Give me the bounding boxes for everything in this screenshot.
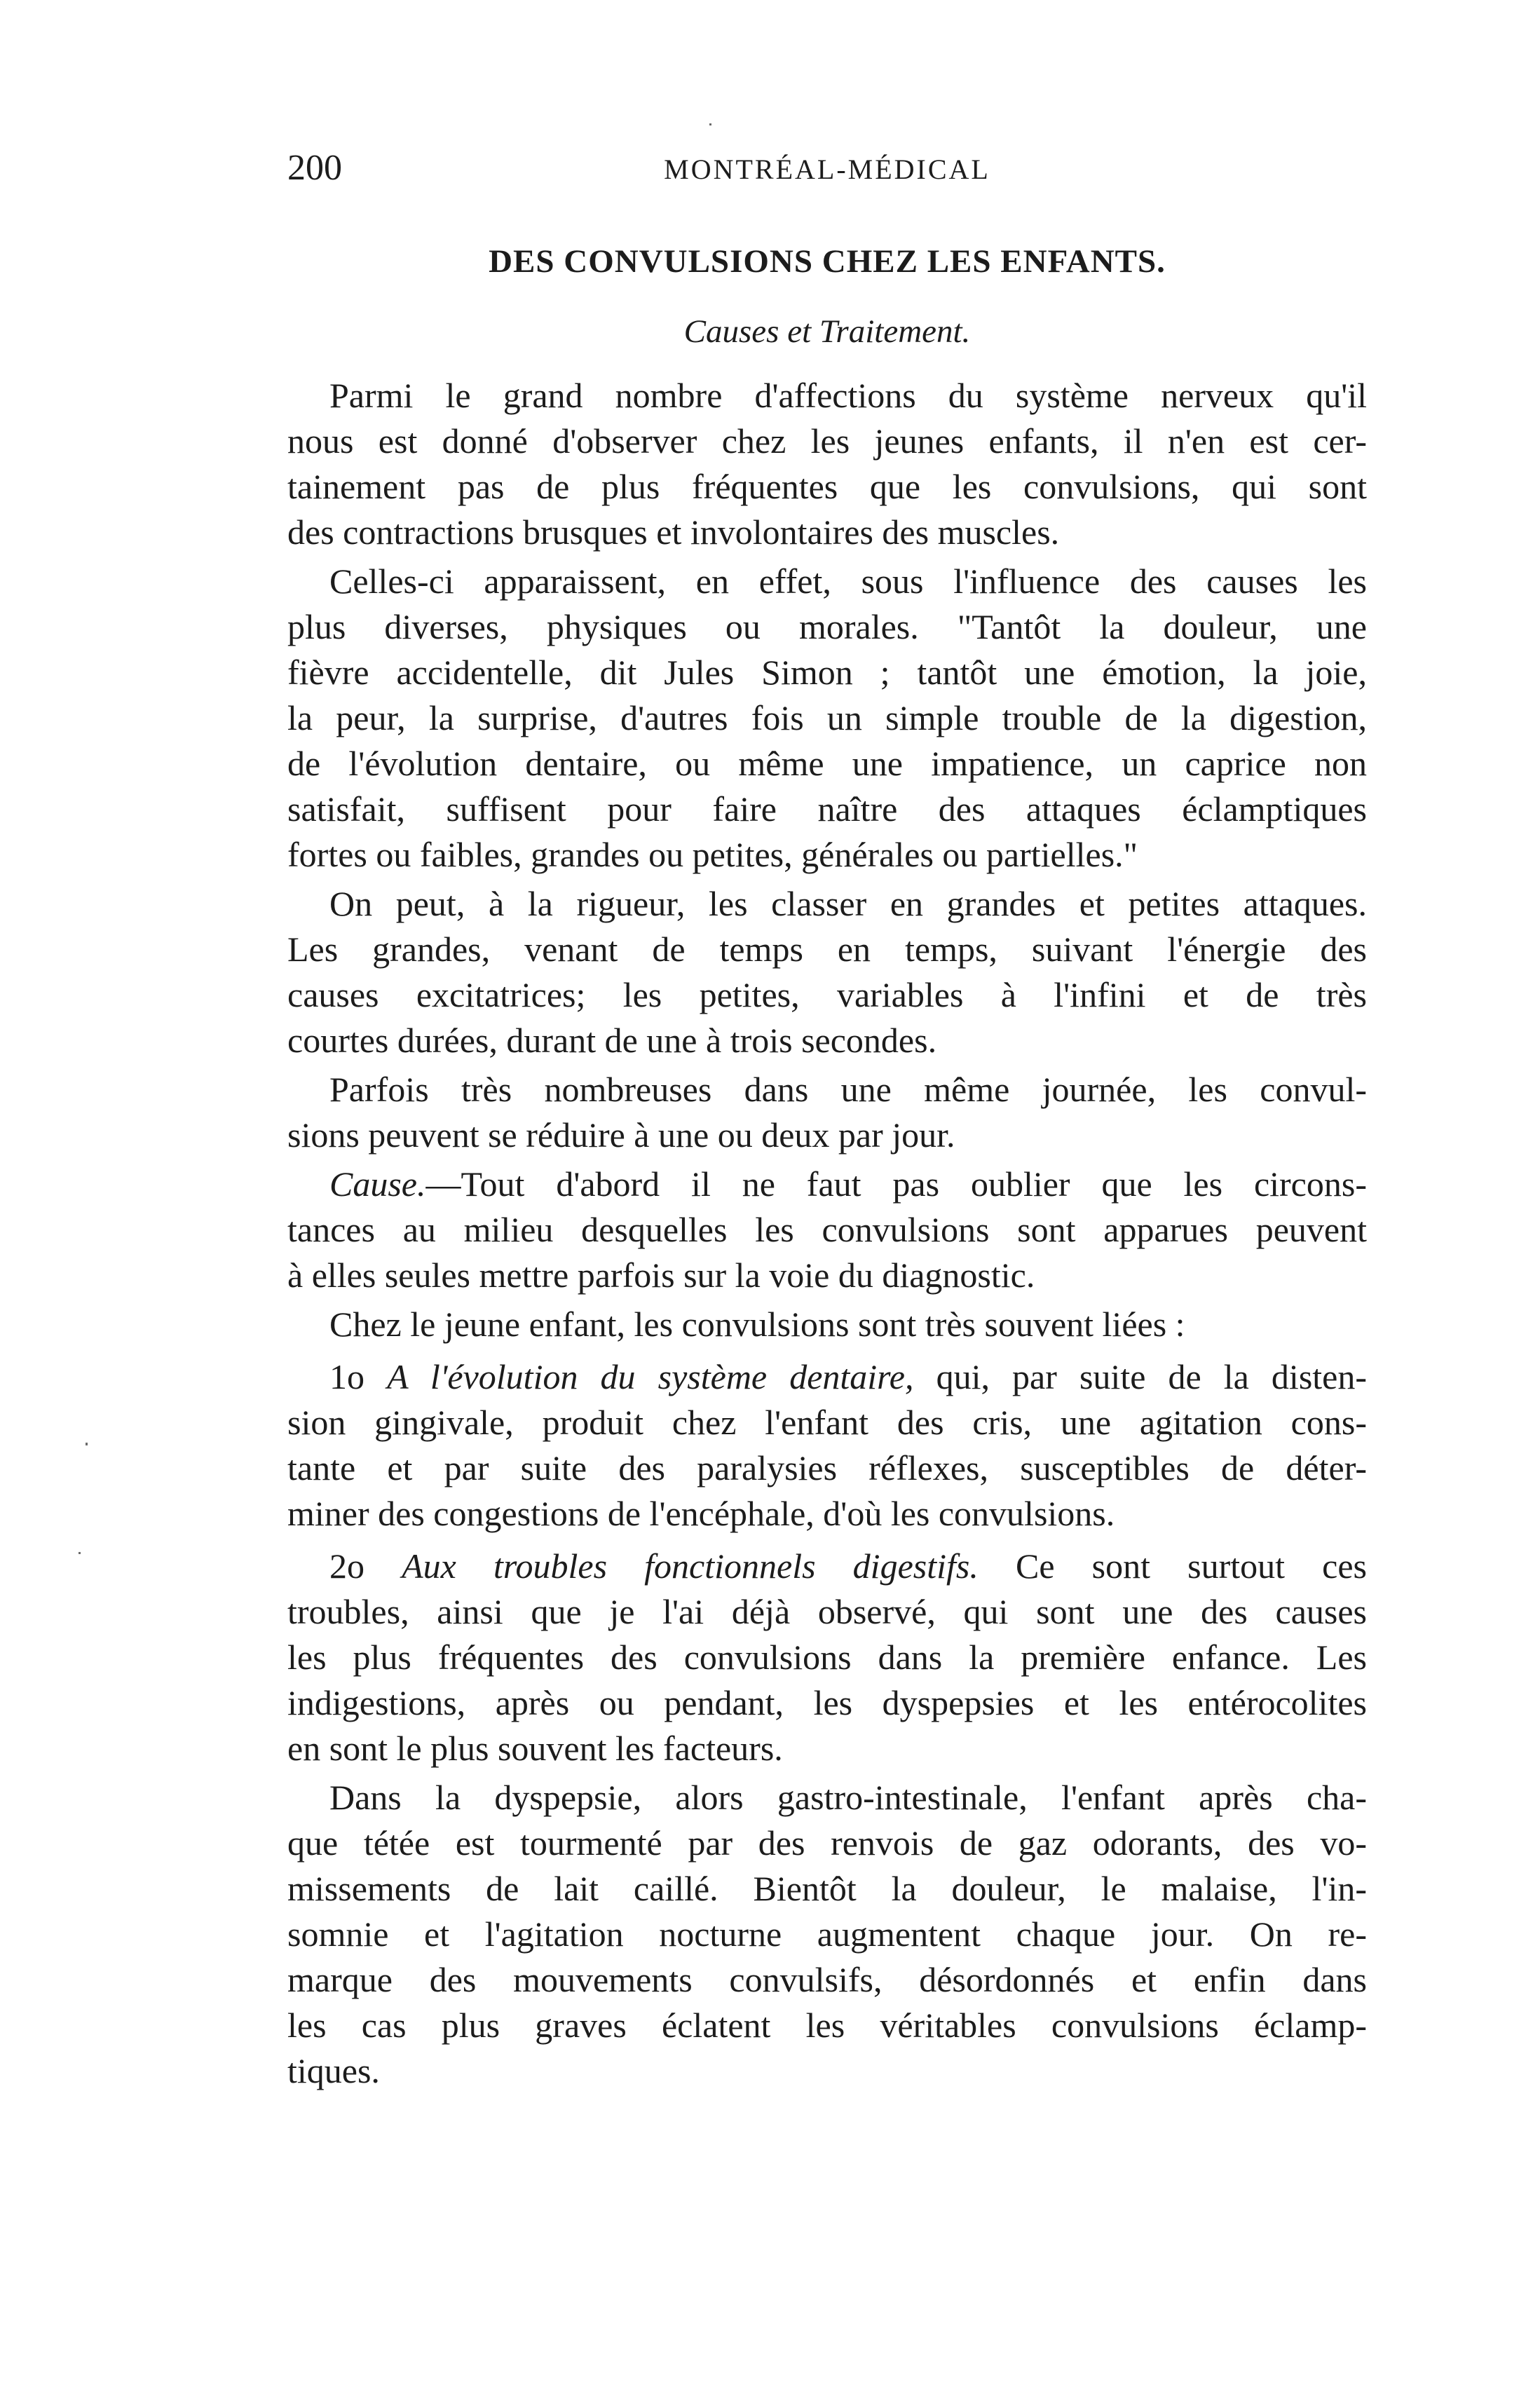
paragraph [287, 1162, 1367, 1298]
article-body [287, 373, 1367, 2097]
text-line: marque des mouvements convulsifs, désordonnés et enfin dans [287, 1960, 1367, 1999]
text-line: Chez le jeune enfant, les convulsions sont très souvent liées : [329, 1305, 1185, 1344]
paragraph [287, 881, 1367, 1063]
text-run: Ce sont surtout ces [978, 1546, 1367, 1586]
text-line: Parfois très nombreuses dans une même journée, les convul- [329, 1070, 1367, 1109]
text-line: sions peuvent se réduire à une ou deux par jour. [287, 1115, 955, 1155]
list-number: 1o [329, 1357, 364, 1396]
scan-speck [709, 123, 711, 125]
text-line [287, 1162, 1367, 1207]
text-line: Parmi le grand nombre d'affections du système nerveux qu'il [329, 376, 1367, 415]
text-line: de l'évolution dentaire, ou même une impatience, un caprice non [287, 744, 1367, 783]
text-line: indigestions, après ou pendant, les dyspepsies et les entérocolites [287, 1683, 1367, 1722]
text-run: qui, par suite de la disten- [913, 1357, 1367, 1396]
text-line: tiques. [287, 2051, 380, 2090]
text-line: courtes durées, durant de une à trois secondes. [287, 1021, 937, 1060]
text-line: en sont le plus souvent les facteurs. [287, 1729, 783, 1768]
text-line: satisfait, suffisent pour faire naître des attaques éclamptiques [287, 789, 1367, 829]
paragraph [287, 1775, 1367, 2094]
text-line: troubles, ainsi que je l'ai déjà observé, qui sont une des causes [287, 1592, 1367, 1631]
page-header [287, 144, 1367, 200]
text-line: tante et par suite des paralysies réflexes, susceptibles de déter- [287, 1448, 1367, 1488]
text-line: nous est donné d'observer chez les jeunes enfants, il n'en est cer- [287, 421, 1367, 461]
text-line: miner des congestions de l'encéphale, d'où les convulsions. [287, 1494, 1115, 1533]
list-number: 2o [329, 1546, 364, 1586]
text-line: sion gingivale, produit chez l'enfant des cris, une agitation cons- [287, 1403, 1367, 1442]
list-item [287, 1544, 1367, 1771]
text-line: tainement pas de plus fréquentes que les convulsions, qui sont [287, 467, 1367, 506]
italic-phrase: A l'évolution du système dentaire, [387, 1357, 914, 1396]
text-line: les cas plus graves éclatent les véritables convulsions éclamp- [287, 2006, 1367, 2045]
text-line: tances au milieu desquelles les convulsions sont apparues peuvent [287, 1210, 1367, 1249]
text-line [287, 1354, 1367, 1400]
text-line: Dans la dyspepsie, alors gastro-intestinale, l'enfant après cha- [329, 1778, 1367, 1817]
article-title: DES CONVULSIONS CHEZ LES ENFANTS. [489, 243, 1166, 280]
paragraph [287, 1067, 1367, 1158]
italic-phrase: Aux troubles fonctionnels digestifs. [402, 1546, 979, 1586]
text-line: des contractions brusques et involontaires des muscles. [287, 512, 1060, 552]
scan-speck [79, 1552, 81, 1554]
text-line: On peut, à la rigueur, les classer en grandes et petites attaques. [329, 884, 1367, 923]
text-line: Celles-ci apparaissent, en effet, sous l'influence des causes les [329, 561, 1367, 601]
section-lead: Cause. [329, 1164, 426, 1204]
text-line: fortes ou faibles, grandes ou petites, générales ou partielles." [287, 835, 1138, 874]
text-run: —Tout d'abord il ne faut pas oublier que les circons- [425, 1164, 1367, 1204]
text-line [287, 1544, 1367, 1589]
text-line: la peur, la surprise, d'autres fois un simple trouble de la digestion, [287, 698, 1367, 737]
paragraph [287, 1302, 1367, 1347]
running-head: MONTRÉAL-MÉDICAL [664, 154, 990, 185]
text-line: les plus fréquentes des convulsions dans la première enfance. Les [287, 1638, 1367, 1677]
paragraph [287, 559, 1367, 878]
article-subtitle: Causes et Traitement. [683, 313, 971, 350]
text-line: missements de lait caillé. Bientôt la douleur, le malaise, l'in- [287, 1869, 1367, 1908]
scan-speck [86, 1443, 88, 1445]
text-line: causes excitatrices; les petites, variables à l'infini et de très [287, 975, 1367, 1014]
text-line: fièvre accidentelle, dit Jules Simon ; tantôt une émotion, la joie, [287, 653, 1367, 692]
list-item [287, 1354, 1367, 1537]
paragraph [287, 373, 1367, 555]
text-line: à elles seules mettre parfois sur la voie du diagnostic. [287, 1255, 1035, 1295]
page-number: 200 [287, 148, 342, 188]
text-line: plus diverses, physiques ou morales. "Tantôt la douleur, une [287, 607, 1367, 646]
text-line: que tétée est tourmenté par des renvois de gaz odorants, des vo- [287, 1823, 1367, 1863]
text-line: somnie et l'agitation nocturne augmentent chaque jour. On re- [287, 1914, 1367, 1954]
text-line: Les grandes, venant de temps en temps, suivant l'énergie des [287, 930, 1367, 969]
